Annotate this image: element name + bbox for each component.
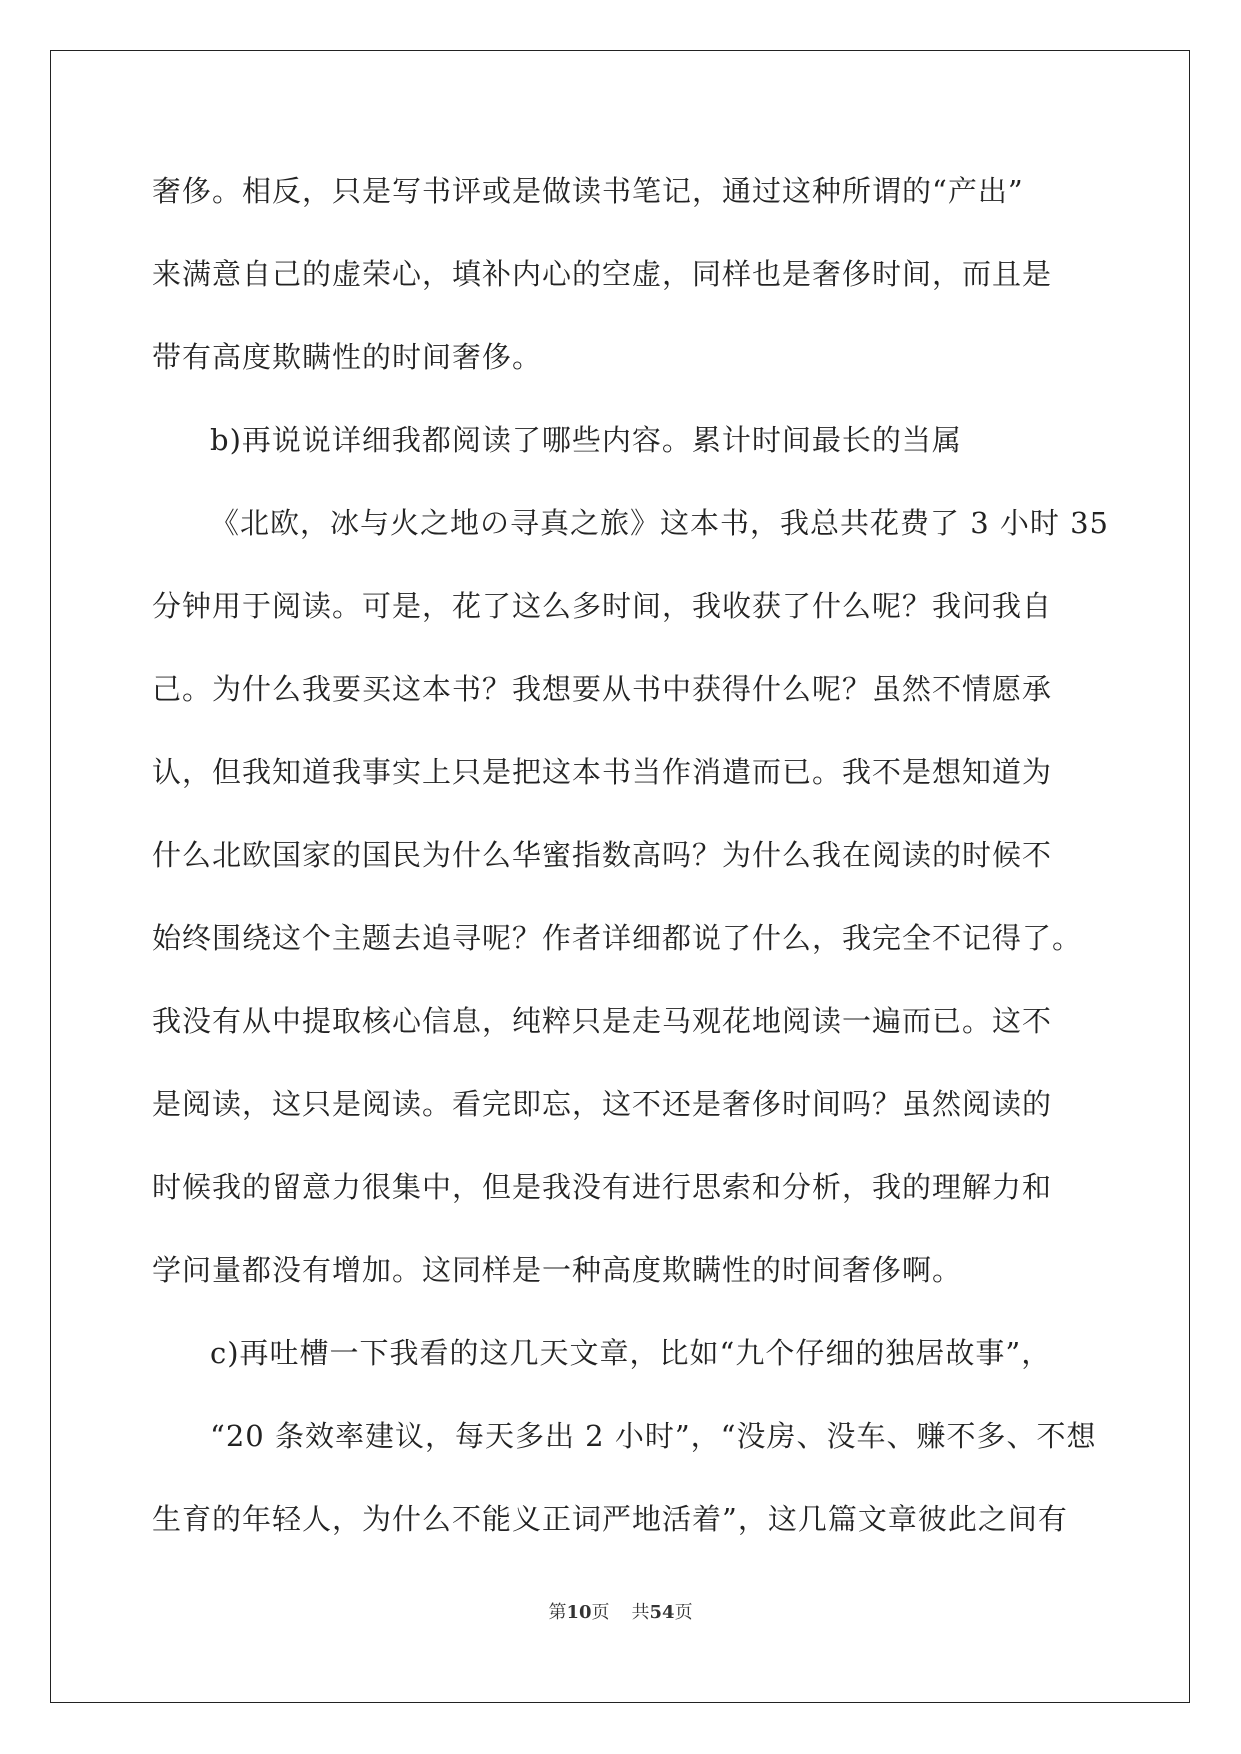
text-line: 生育的年轻人，为什么不能义正词严地活着”，这几篇文章彼此之间有	[152, 1502, 1068, 1536]
footer-total-prefix: 共	[631, 1602, 650, 1623]
text-line: 始终围绕这个主题去追寻呢？作者详细都说了什么，我完全不记得了。	[152, 921, 1083, 955]
page-footer	[0, 1598, 1241, 1624]
text-line: 时候我的留意力很集中，但是我没有进行思索和分析，我的理解力和	[152, 1170, 1053, 1204]
text-line: 是阅读，这只是阅读。看完即忘，这不还是奢侈时间吗？虽然阅读的	[152, 1087, 1053, 1121]
text-line: 来满意自己的虚荣心，填补内心的空虚，同样也是奢侈时间，而且是	[152, 257, 1053, 291]
document-body	[152, 150, 1110, 1561]
text-line: 带有高度欺瞒性的时间奢侈。	[152, 340, 543, 374]
text-line: 学问量都没有增加。这同样是一种高度欺瞒性的时间奢侈啊。	[152, 1253, 963, 1287]
text-line: 《北欧，冰与火之地の寻真之旅》这本书，我总共花费了 3 小时 35	[210, 506, 1110, 540]
text-line: 己。为什么我要买这本书？我想要从书中获得什么呢？虽然不情愿承	[152, 672, 1053, 706]
footer-total-suffix: 页	[674, 1602, 693, 1623]
footer-page-suffix: 页	[591, 1602, 610, 1623]
total-pages: 54	[649, 1602, 675, 1623]
text-line: c)再吐槽一下我看的这几天文章，比如“九个仔细的独居故事”，	[210, 1336, 1052, 1370]
text-line: b)再说说详细我都阅读了哪些内容。累计时间最长的当属	[210, 423, 962, 457]
footer-prefix: 第	[548, 1602, 567, 1623]
text-line: 我没有从中提取核心信息，纯粹只是走马观花地阅读一遍而已。这不	[152, 1004, 1053, 1038]
text-line: 分钟用于阅读。可是，花了这么多时间，我收获了什么呢？我问我自	[152, 589, 1053, 623]
text-line: 什么北欧国家的国民为什么华蜜指数高吗？为什么我在阅读的时候不	[152, 838, 1053, 872]
page-number: 10	[566, 1602, 592, 1623]
text-line: 奢侈。相反，只是写书评或是做读书笔记，通过这种所谓的“产出”	[152, 174, 1024, 208]
text-line: 认，但我知道我事实上只是把这本书当作消遣而已。我不是想知道为	[152, 755, 1053, 789]
text-line: “20 条效率建议，每天多出 2 小时”，“没房、没车、赚不多、不想	[210, 1419, 1097, 1453]
